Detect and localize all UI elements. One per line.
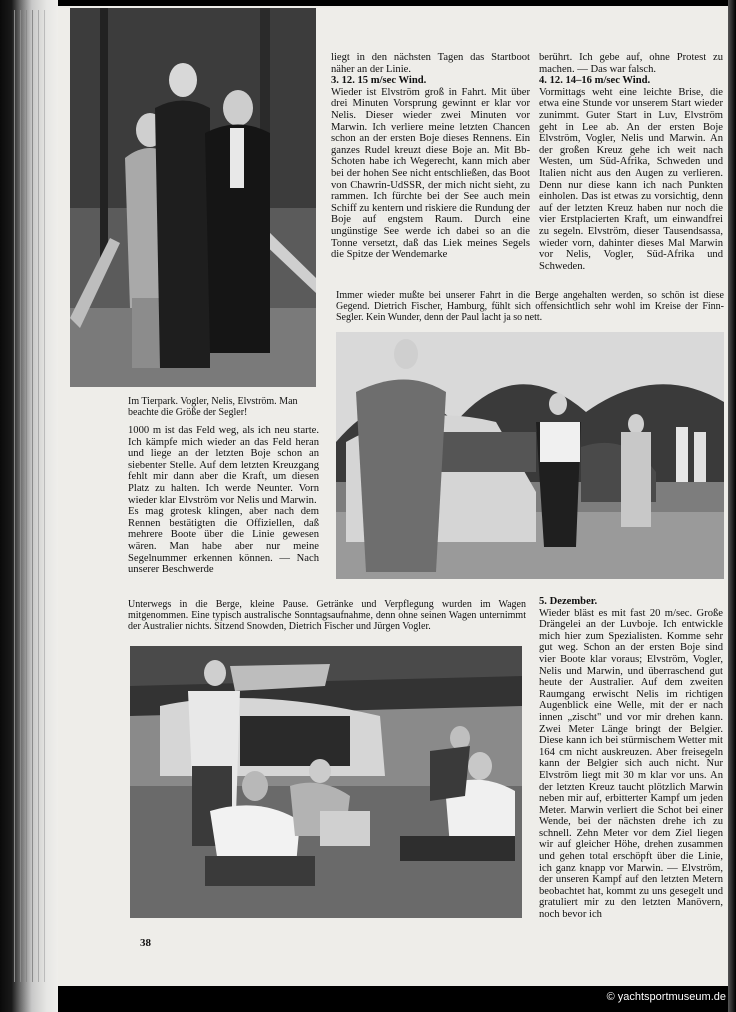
photo-caption-tierpark: Im Tierpark. Vogler, Nelis, Elvström. Man beachte die Größe der Segler! [128,396,298,419]
column-middle-text [331,52,530,261]
paragraph: Es mag grotesk klingen, aber nach dem Rennen bestätigten die Offiziellen, daß mehrere Boote über die Linie gewesen wären. Man habe aber nur meine Segelnummer erkennen können. — Nach unserer Beschwerde [128,506,319,576]
paragraph: 1000 m ist das Feld weg, als ich neu starte. Ich kämpfe mich wieder an das Feld heran und liege an der letzten Boje schon an siebenter Stelle. Auf dem letzten Kreuzgang fehlt mir dann aber die Kraft, um diesen Platz zu halten. Ich werde Neunter. Vorn wieder klar Elvström vor Nelis und Marwin. [128,425,319,506]
paragraph: Vormittags weht eine leichte Brise, die etwa eine Stunde vor unserem Start wieder zunimmt. Guter Start in Luv, Elvström geht in Lee ab. An der ersten Boje Elvström, Vogler, Nelis und Marwin. An der großen Kreuz gehe ich weit nach Westen, um Süd-Afrika, Schweden und Italien nicht aus den Augen zu verlieren. Denn nur diese kann ich nach Punkten einholen. Das ist etwas zu vorsichtig, denn auf der letzten Kreuz haben nur noch die vier Erstplacierten Kraft, um einwandfrei zu segeln. Elvström, dieser Tausendsassa, wieder vorn, dahinter dieses Mal Marwin vor Nelis, Vogler, Süd-Afrika und Schweden. [539,86,723,272]
column-right-text [539,52,723,272]
photo-berge [336,332,724,579]
column-left-text [128,425,319,576]
page-edge-shadow [728,0,736,1012]
section-heading: 3. 12. 15 m/sec Wind. [331,75,427,87]
book-spine [0,0,58,1012]
photo-caption-berge: Immer wieder mußte bei unserer Fahrt in die Berge angehalten werden, so schön ist diese Gegend. Dietrich Fischer, Hamburg, fühlt sich offensichtlich sehr wohl im Kreise der Finn-Segler. Kein Wunder, denn der Paul lacht ja so nett. [336,290,724,324]
paragraph: Wieder bläst es mit fast 20 m/sec. Große Drängelei an der Luvboje. Ich entwickle mich hier zum Spezialisten. Komme sehr gut weg. Schon an der ersten Boje sind vier Boote klar voraus; Elvström, Vogler, Nelis und Marwin, und überraschend gut heute der Australier. Auf dem zweiten Raumgang erwischt Nelis im richtigen Augenblick eine Welle, mit der er nach innen „zischt" und vor mir drehen kann. Zwei Meter Länge bringt der Belgier. Diese kann ich bei stürmischem Wetter mit 164 cm nicht auskreuzen. Aber freisegeln kann der Belgier sich auch nicht. Nur Elvström liegt mit 30 m klar vor uns. An der letzten Kreuz taucht plötzlich Marwin neben mir auf, erbitterter Kampf um jeden Meter. Marwin verliert die Schot bei einer Wende, bei der nächsten drehe ich zu schnell. Zehn Meter vor dem Ziel liegen wir auf gleicher Höhe, drehen zusammen und gehen total erschöpft über die Linie, ich ganz knapp vor Marwin. — Elvström, der unseren Kampf auf den letzten Metern beobachtet hat, kommt zu uns gesegelt und gratuliert mir zu den letzten Manövern, noch bevor ich [539,607,723,921]
watermark: © yachtsportmuseum.de [606,991,726,1003]
paragraph: liegt in den nächsten Tagen das Startboot näher an der Linie. [331,52,530,75]
page-number: 38 [140,937,151,949]
photo-tierpark [70,8,316,387]
section-heading: 4. 12. 14–16 m/sec Wind. [539,75,651,87]
paragraph: Wieder ist Elvström groß in Fahrt. Mit über drei Minuten Vorsprung gewinnt er klar vor Nelis. Dieser wieder zwei Minuten vor Marwin. Ich verliere meine letzten Chancen schon an der ersten Boje dieses Rennens. Ein ganzes Rudel kreuzt diese Boje an. Mit Bb-Schoten habe ich Wegerecht, kann mich aber bei der hohen See nicht entschließen, das Boot von Chawrin-UdSSR, der mich nicht sieht, zu rammen. Ich fürchte bei der See auch mein Schiff zu kentern und riskiere die Rundung der Boje auf engstem Raum. Durch eine ungünstige See werde ich dabei so an die Tonne versetzt, daß das Liek meines Segels die Spitze der Wendemarke [331,86,530,261]
photo-pause [130,646,522,918]
photo-caption-pause: Unterwegs in die Berge, kleine Pause. Getränke und Verpflegung wurden im Wagen mitgenommen. Eine typisch australische Sonntagsaufnahme, denn ohne seinen Wagen unternimmt der Australier nichts. Sitzend Snowden, Dietrich Fischer und Jürgen Vogler. [128,599,526,633]
column-bottom-right-text [539,596,723,921]
paragraph: berührt. Ich gebe auf, ohne Protest zu machen. — Das war falsch. [539,52,723,75]
section-heading: 5. Dezember. [539,596,598,607]
